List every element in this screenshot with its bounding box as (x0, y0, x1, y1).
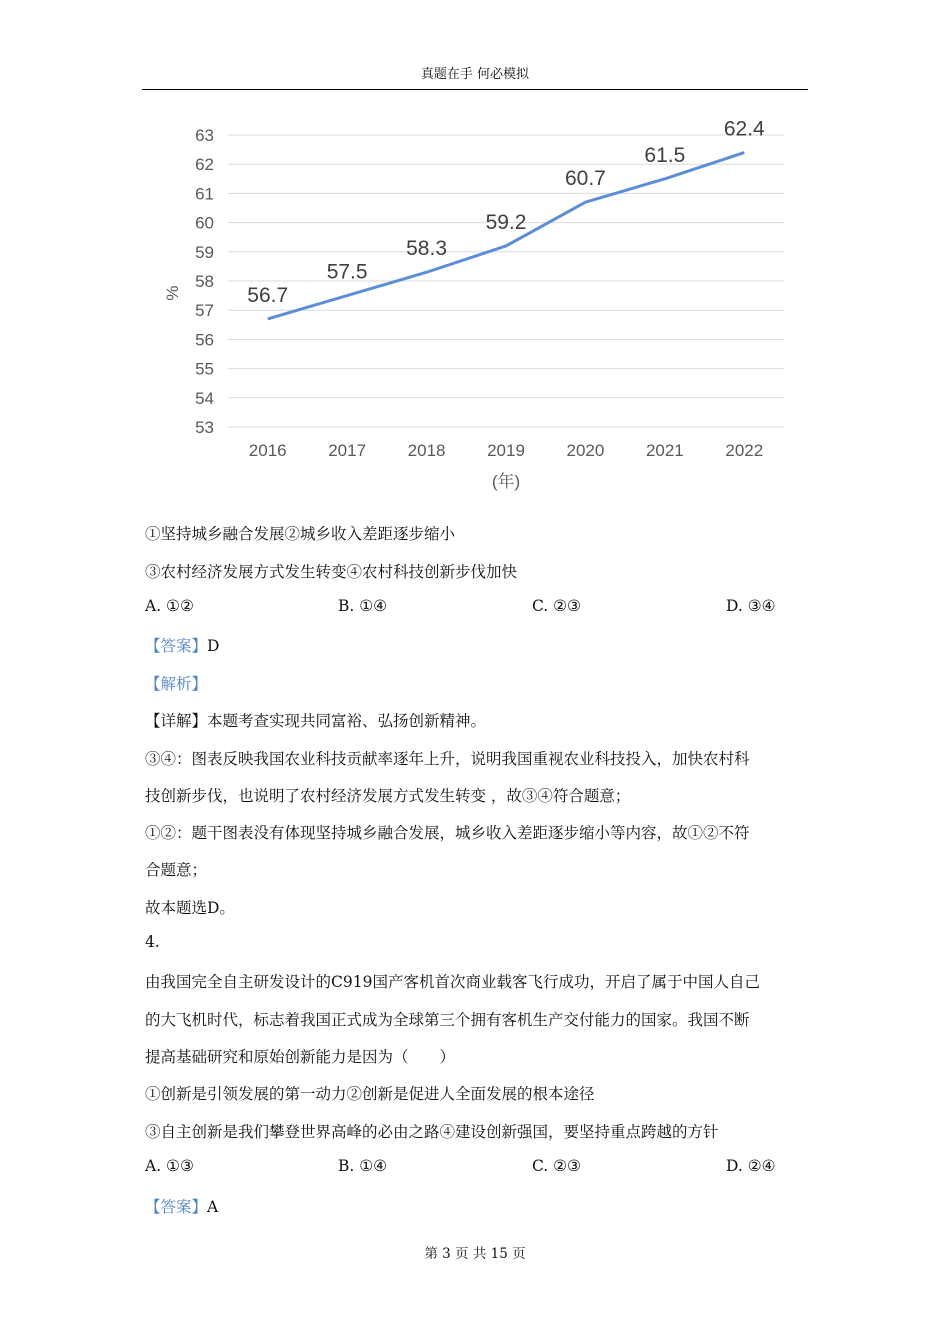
y-tick-label: 58 (195, 272, 214, 291)
detail-tag: 【详解】 (145, 712, 208, 730)
data-label: 57.5 (326, 260, 368, 284)
data-label: 61.5 (644, 143, 686, 167)
x-tick-label: 2017 (328, 441, 367, 460)
analysis-tag: 【解析】 (145, 675, 208, 693)
answer-tag: 【答案】 (145, 1198, 208, 1216)
data-labels (247, 118, 765, 307)
page-header (142, 60, 808, 90)
q3-option-c: C. ②③ (532, 597, 581, 615)
x-tick-label: 2019 (487, 441, 525, 460)
q4-option-c: C. ②③ (532, 1157, 581, 1175)
page-footer: 第 3 页 共 15 页 (424, 1246, 526, 1262)
x-tick-label: 2021 (645, 441, 684, 460)
q3-statement-2: ③农村经济发展方式发生转变④农村科技创新步伐加快 (145, 563, 518, 581)
q4-option-a: A. ①③ (145, 1157, 194, 1175)
q3-option-a: A. ①② (145, 597, 194, 615)
q3-explanation-3: ①②：题干图表没有体现坚持城乡融合发展，城乡收入差距逐步缩小等内容，故①②不符 (145, 824, 750, 842)
x-axis-label: (年) (491, 472, 521, 491)
q4-stem-3: 提高基础研究和原始创新能力是因为（ ） (145, 1048, 456, 1066)
q3-statement-1: ①坚持城乡融合发展②城乡收入差距逐步缩小 (145, 525, 456, 543)
answer-value: A (207, 1198, 219, 1216)
x-tick-label: 2020 (566, 441, 605, 460)
data-label: 59.2 (485, 210, 527, 234)
y-tick-label: 55 (195, 359, 214, 379)
y-tick-label: 61 (195, 184, 214, 204)
x-axis-ticks (249, 441, 763, 460)
q3-explanation-1: ③④：图表反映我国农业科技贡献率逐年上升，说明我国重视农业科技投入，加快农村科 (145, 750, 750, 768)
data-label: 56.7 (247, 283, 289, 307)
q4-statement-2: ③自主创新是我们攀登世界高峰的必由之路④建设创新强国，要坚持重点跨越的方针 (145, 1123, 719, 1141)
q3-explanation-2: 技创新步伐，也说明了农村经济发展方式发生转变 ，故③④符合题意； (145, 787, 631, 805)
q3-answer (145, 634, 219, 656)
y-tick-label: 60 (195, 213, 214, 233)
data-label: 58.3 (406, 237, 448, 261)
header-title: 真题在手 何必模拟 (420, 67, 530, 82)
line-chart (142, 115, 808, 500)
q4-answer (145, 1195, 218, 1217)
x-tick-label: 2018 (407, 441, 446, 460)
q3-option-b: B. ①④ (338, 597, 388, 615)
y-tick-label: 62 (195, 155, 214, 175)
q3-conclusion: 故本题选D。 (145, 899, 235, 917)
x-tick-label: 2022 (725, 441, 764, 460)
q3-explanation-4: 合题意； (145, 861, 208, 879)
q4-statement-1: ①创新是引领发展的第一动力②创新是促进人全面发展的根本途径 (145, 1085, 595, 1103)
q4-option-b: B. ①④ (338, 1157, 388, 1175)
q4-stem-2: 的大飞机时代，标志着我国正式成为全球第三个拥有客机生产交付能力的国家。我国不断 (145, 1011, 750, 1029)
y-tick-label: 53 (195, 418, 214, 437)
y-axis-ticks (195, 126, 214, 437)
y-tick-label: 56 (195, 330, 214, 350)
x-tick-label: 2016 (248, 441, 287, 460)
q4-number: 4. (145, 933, 160, 951)
chart-grid (228, 135, 784, 427)
y-tick-label: 63 (195, 126, 214, 145)
q3-option-d: D. ③④ (726, 597, 776, 615)
series-line (268, 153, 745, 319)
y-tick-label: 54 (195, 388, 214, 408)
y-tick-label: 57 (195, 301, 214, 321)
q4-option-d: D. ②④ (726, 1157, 776, 1175)
q4-stem-1: 由我国完全自主研发设计的C919国产客机首次商业载客飞行成功，开启了属于中国人自己 (145, 973, 760, 991)
answer-value: D (207, 637, 220, 655)
data-label: 62.4 (723, 117, 765, 141)
answer-tag: 【答案】 (145, 637, 208, 655)
q3-detail (145, 709, 486, 731)
y-axis-label: % (163, 285, 182, 301)
detail-text: 本题考查实现共同富裕、弘扬创新精神。 (207, 712, 487, 730)
y-tick-label: 59 (195, 242, 214, 262)
data-label: 60.7 (564, 167, 606, 191)
